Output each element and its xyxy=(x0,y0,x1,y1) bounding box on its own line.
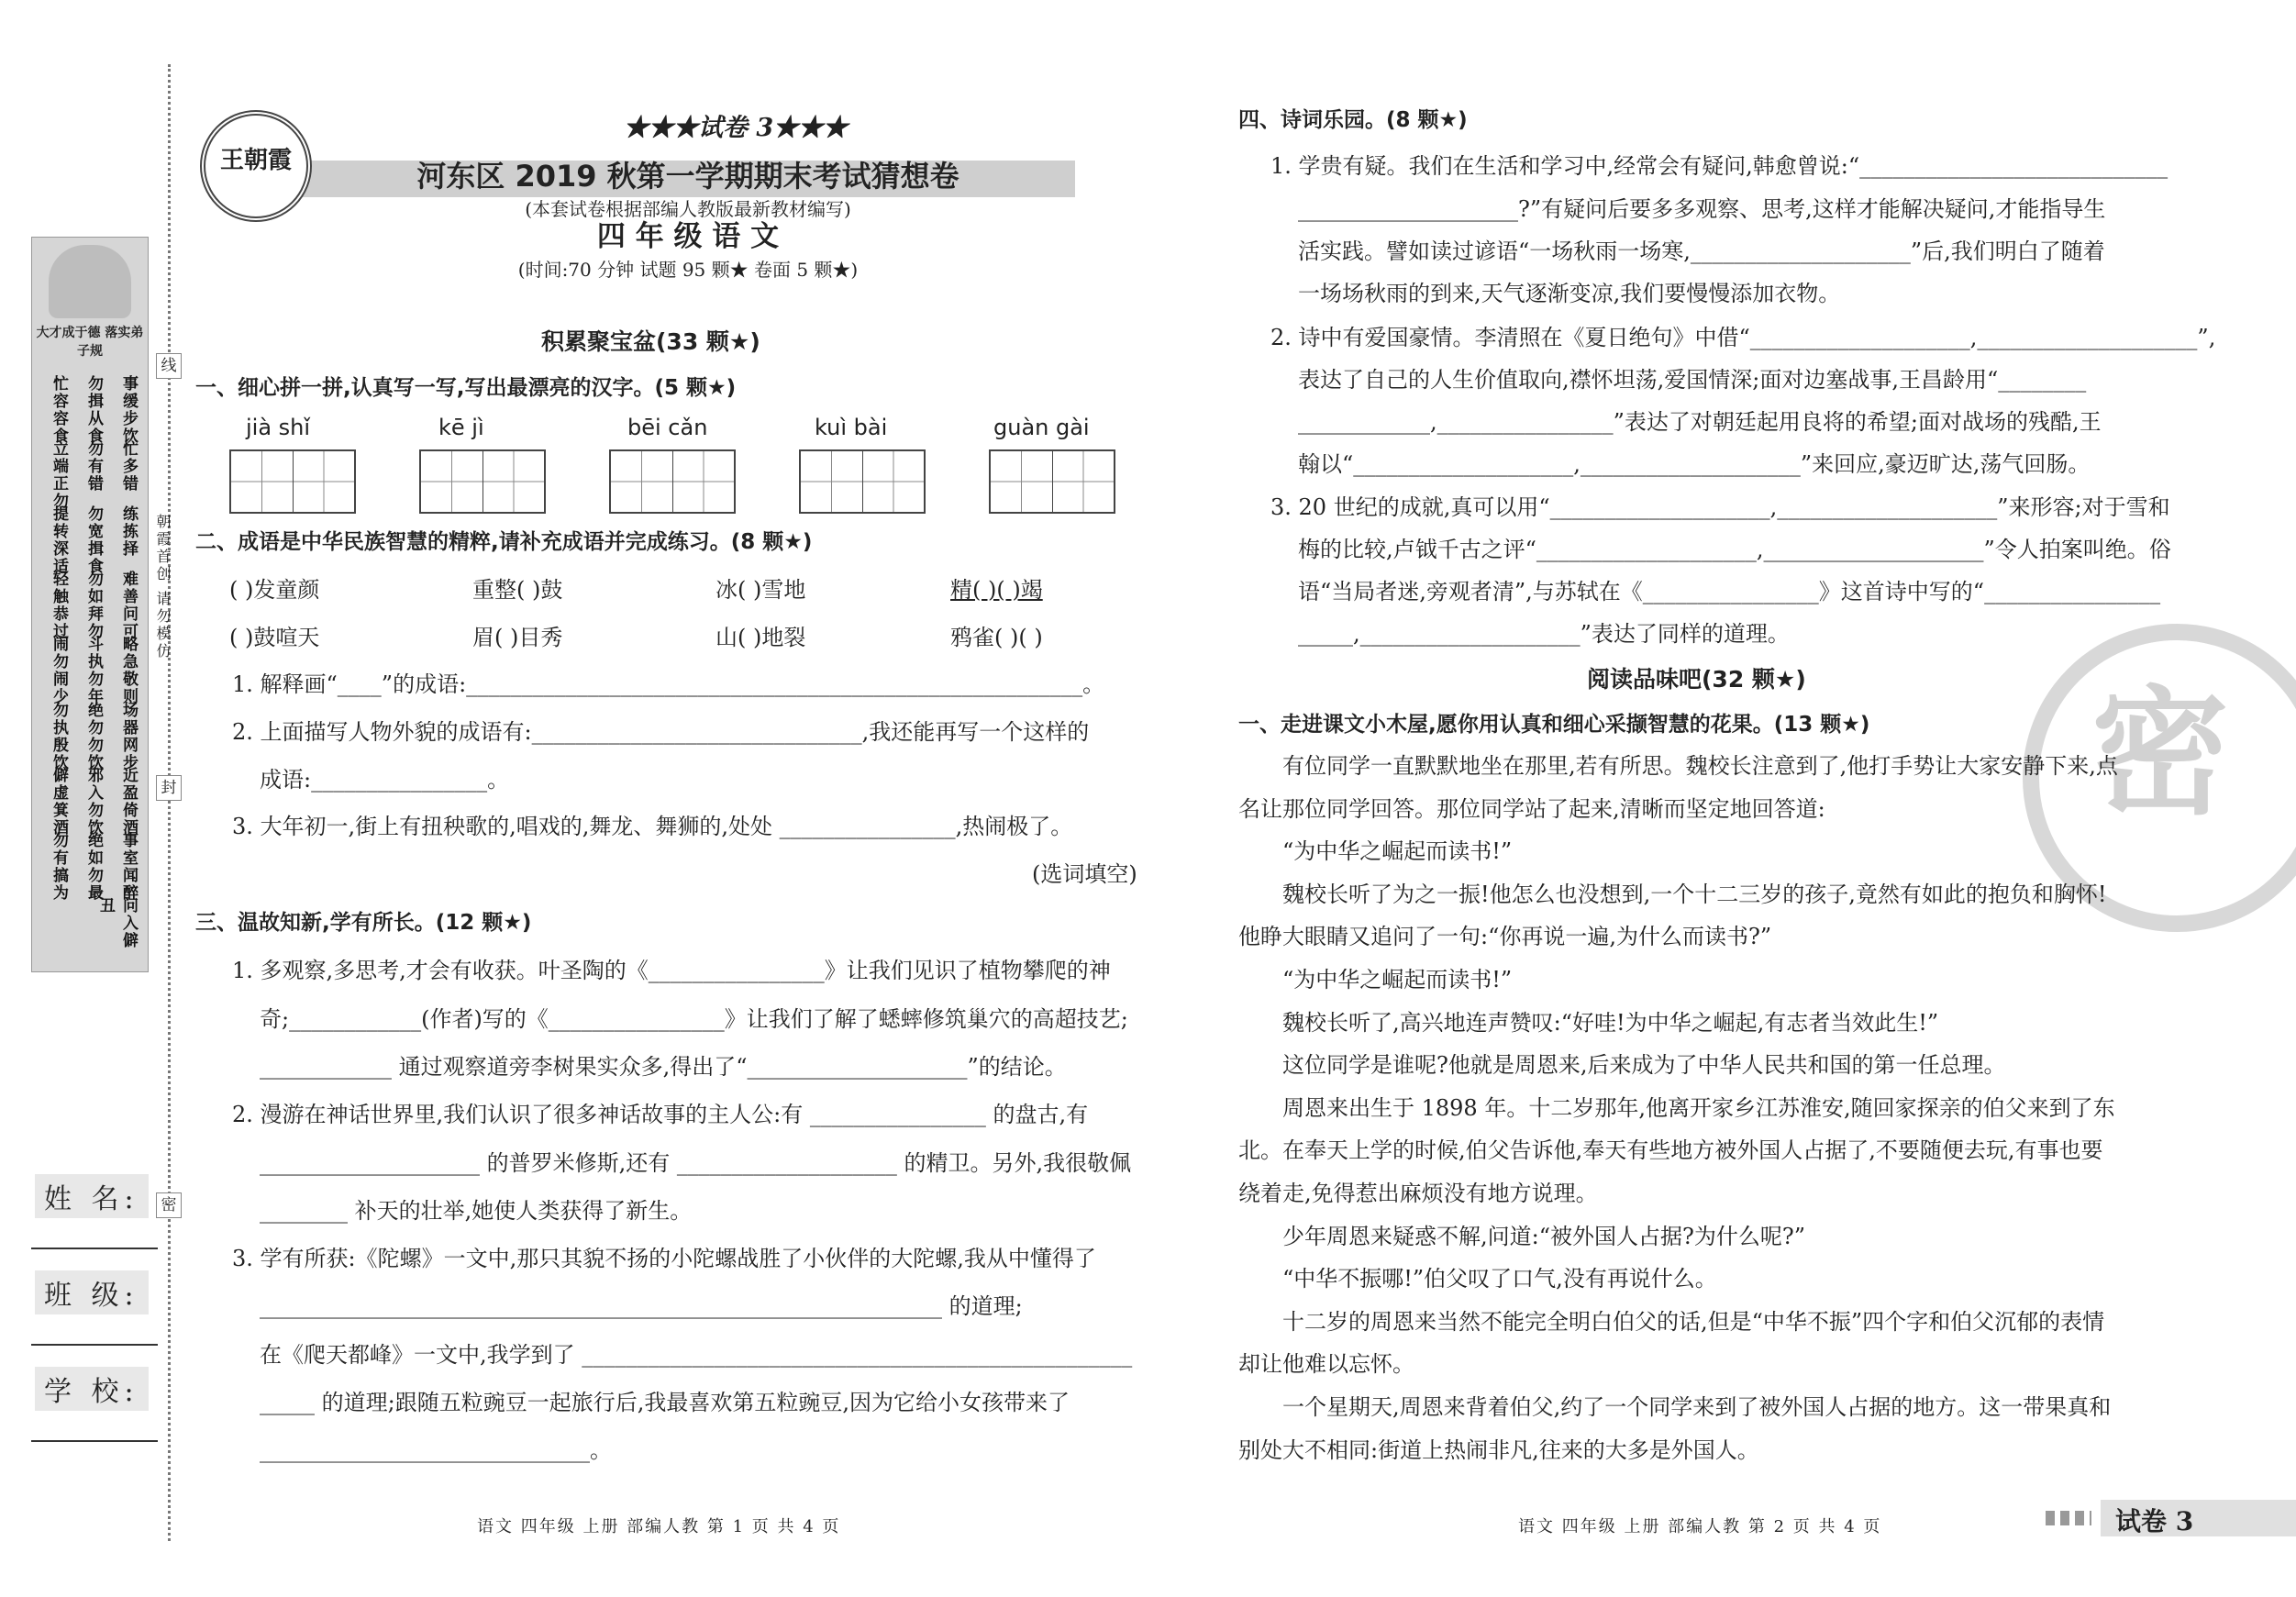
sidebar-rule-column: 绝勿勿饮 xyxy=(84,701,103,771)
q3-3e[interactable]: ______________________________。 xyxy=(260,1437,612,1463)
q2-3-note: (选词填空) xyxy=(1032,861,1137,887)
grade-subject: 四 年 级 语 文 xyxy=(596,220,780,253)
part2-title: 阅读品味吧(32 颗★) xyxy=(1587,666,1806,693)
school-label: 学 校: xyxy=(35,1367,149,1411)
sidebar-rule-column: 略急敬则 xyxy=(119,636,138,706)
writing-box-3[interactable] xyxy=(609,449,736,514)
pinyin-1: jià shǐ xyxy=(246,415,311,440)
pinyin-5: guàn gài xyxy=(993,415,1090,440)
idiom-1[interactable]: ( )发童颜 xyxy=(229,577,320,603)
q3-1a[interactable]: 1. 多观察,多思考,才会有收获。叶圣陶的《________________》让我们见识了植物攀爬的神 xyxy=(232,958,1111,983)
writing-box-5[interactable] xyxy=(989,449,1115,514)
idiom-5[interactable]: ( )鼓喧天 xyxy=(229,625,320,650)
class-label: 班 级: xyxy=(35,1270,149,1314)
passage-line: 名让那位同学回答。那位同学站了起来,清晰而坚定地回答道: xyxy=(1238,795,1825,822)
class-field-line[interactable] xyxy=(31,1344,158,1346)
idiom-7[interactable]: 山( )地裂 xyxy=(715,625,806,650)
sidebar-rule-column: 提转深适 xyxy=(50,505,68,576)
passage-line: 他睁大眼睛又追问了一句:“你再说一遍,为什么而读书?” xyxy=(1238,924,1772,950)
q3-3c[interactable]: 在《爬天都峰》一文中,我学到了 __________________________________________________ xyxy=(260,1342,1133,1368)
sidebar-rule-column: 斗执勿年 xyxy=(84,636,103,706)
q3-3a[interactable]: 3. 学有所获:《陀螺》一文中,那只其貌不扬的小陀螺战胜了小伙伴的大陀螺,我从中懂得了 xyxy=(232,1246,1096,1271)
passage-line: 有位同学一直默默地坐在那里,若有所思。魏校长注意到了,他打手势让大家安静下来,点 xyxy=(1282,753,2118,779)
sidebar-motto: 大才成于德 落实弟子规 xyxy=(36,326,144,359)
rules-sidebar xyxy=(31,237,149,972)
idiom-2[interactable]: 重整( )鼓 xyxy=(472,577,563,603)
passage-line: 少年周恩来疑惑不解,问道:“被外国人占据?为什么呢?” xyxy=(1282,1223,1805,1249)
binding-mark-secret: 密 xyxy=(156,1192,182,1218)
corner-tab-label: 试卷 3 xyxy=(2115,1506,2194,1536)
sidebar-rule-column: 勿揖从食 xyxy=(84,375,103,445)
binding-mark-line: 线 xyxy=(156,353,182,379)
q2-3[interactable]: 3. 大年初一,街上有扭秧歌的,唱戏的,舞龙、舞狮的,处处 ________________,热闹极了。 xyxy=(232,814,1073,839)
exam-subtitle: (本套试卷根据部编人教版最新教材编写) xyxy=(525,198,851,220)
sidebar-rule-column: 僻虚箕酒 xyxy=(50,766,68,837)
sidebar-rule-column: 绝如勿最 xyxy=(84,831,103,902)
passage-line: “为中华之崛起而读书!” xyxy=(1282,967,1513,993)
sidebar-rule-column: 勿执殷饮 xyxy=(50,701,68,771)
right-page-footer: 语文 四年级 上册 部编人教 第 2 页 共 4 页 xyxy=(1518,1517,1882,1536)
passage-line: “中华不振哪!”伯父叹了口气,没有再说什么。 xyxy=(1282,1266,1717,1292)
sidebar-rule-column: 难善问可 xyxy=(119,571,138,641)
q4-1b[interactable]: ____________________?”有疑问后要多多观察、思考,这样才能解决疑问,才能指导生 xyxy=(1298,196,2106,222)
q3-1c[interactable]: ____________ 通过观察道旁李树果实众多,得出了“____________________”的结论。 xyxy=(260,1054,1067,1080)
q4-2b[interactable]: 表达了自己的人生价值取向,襟怀坦荡,爱国情深;面对边塞战事,王昌龄用“________ xyxy=(1298,367,2087,393)
sidebar-rule-column: 勿如拜勿 xyxy=(84,571,103,641)
q4-1d: 一场场秋雨的到来,天气逐渐变凉,我们要慢慢添加衣物。 xyxy=(1298,281,1841,306)
sidebar-rule-column: 闹勿闹少 xyxy=(50,636,68,706)
q3-title: 三、温故知新,学有所长。(12 颗★) xyxy=(195,911,532,935)
sidebar-rule-column: 立端正勿 xyxy=(50,440,68,511)
school-field-line[interactable] xyxy=(31,1440,158,1442)
exam-meta: (时间:70 分钟 试题 95 颗★ 卷面 5 颗★) xyxy=(517,259,859,281)
q4-1a[interactable]: 1. 学贵有疑。我们在生活和学习中,经常会有疑问,韩愈曾说:“____________________________ xyxy=(1270,153,2168,179)
sidebar-rule-column: 事缓步饮 xyxy=(119,375,138,445)
q2-1[interactable]: 1. 解释画“____”的成语:________________________________________________________。 xyxy=(232,671,1105,697)
q4-title: 四、诗词乐园。(8 颗★) xyxy=(1238,108,1468,132)
idiom-8[interactable]: 鸦雀( )( ) xyxy=(950,625,1043,650)
exam-title: 河东区 2019 秋第一学期期末考试猜想卷 xyxy=(416,159,959,194)
q4-3c[interactable]: 语“当局者迷,旁观者清”,与苏轼在《________________》这首诗中写的“________________ xyxy=(1298,579,2161,604)
q2-title: 二、成语是中华民族智慧的精粹,请补充成语并完成练习。(8 颗★) xyxy=(195,530,813,554)
passage-line: “为中华之崛起而读书!” xyxy=(1282,838,1513,865)
q3-2c[interactable]: ________ 补天的壮举,她使人类获得了新生。 xyxy=(260,1198,693,1224)
passage-line: 魏校长听了为之一振!他怎么也没想到,一个十二三岁的孩子,竟然有如此的抱负和胸怀! xyxy=(1282,881,2107,907)
q1-title: 一、细心拼一拼,认真写一写,写出最漂亮的汉字。(5 颗★) xyxy=(195,376,737,400)
q4-2d[interactable]: 翰以“____________________,____________________”来回应,豪迈旷达,荡气回肠。 xyxy=(1298,451,2091,477)
passage-line: 这位同学是谁呢?他就是周恩来,后来成为了中华人民共和国的第一任总理。 xyxy=(1282,1052,2006,1079)
sidebar-rule-column: 勿有搞为 xyxy=(50,831,68,902)
watermark-seal-char: 密 xyxy=(2091,674,2229,834)
left-page-footer: 语文 四年级 上册 部编人教 第 1 页 共 4 页 xyxy=(477,1517,841,1536)
q2-2b[interactable]: 成语:________________。 xyxy=(260,767,510,793)
sidebar-rule-column: 练拣择 xyxy=(119,505,138,559)
sidebar-rule-column: 忙容容食 xyxy=(50,375,68,445)
sidebar-rule-column: 近盈倚酒 xyxy=(119,766,138,837)
q4-3b[interactable]: 梅的比较,卢钺千古之评“____________________,____________________”令人拍案叫绝。俗 xyxy=(1298,537,2171,562)
sidebar-rule-column: 问入僻丑 xyxy=(96,896,138,949)
part1-title: 积累聚宝盆(33 颗★) xyxy=(541,328,760,355)
idiom-3[interactable]: 冰( )雪地 xyxy=(715,577,806,603)
corner-tab xyxy=(2101,1500,2296,1536)
passage-line: 却让他难以忘怀。 xyxy=(1238,1351,1414,1378)
sidebar-rules-columns xyxy=(36,375,144,962)
passage-line: 周恩来出生于 1898 年。十二岁那年,他离开家乡江苏淮安,随回家探亲的伯父来到了东 xyxy=(1282,1094,2115,1121)
sidebar-rule-column: 事室闻醉 xyxy=(119,831,138,902)
writing-box-2[interactable] xyxy=(419,449,546,514)
pinyin-4: kuì bài xyxy=(815,415,888,440)
passage-line: 一个星期天,周恩来背着伯父,约了一个同学来到了被外国人占据的地方。这一带果真和 xyxy=(1282,1394,2112,1420)
name-label: 姓 名: xyxy=(35,1174,149,1218)
sidebar-rule-column: 勿有错 xyxy=(84,440,103,494)
writing-box-1[interactable] xyxy=(229,449,356,514)
q4-2a[interactable]: 2. 诗中有爱国豪情。李清照在《夏日绝句》中借“____________________,____________________”, xyxy=(1270,325,2216,350)
writing-box-4[interactable] xyxy=(799,449,926,514)
passage-line: 绕着走,免得惹出麻烦没有地方说理。 xyxy=(1238,1181,1598,1206)
corner-tab-dots xyxy=(2046,1511,2091,1525)
idiom-6[interactable]: 眉( )目秀 xyxy=(472,625,563,650)
q4-1c[interactable]: 活实践。譬如读过谚语“一场秋雨一场寒,____________________”后,我们明白了随着 xyxy=(1298,238,2105,264)
binding-mark-seal: 封 xyxy=(156,775,182,801)
q4-3d[interactable]: _____,____________________”表达了同样的道理。 xyxy=(1298,621,1790,647)
q3-2a[interactable]: 2. 漫游在神话世界里,我们认识了很多神话故事的主人公:有 ________________ 的盘古,有 xyxy=(232,1102,1089,1127)
q4-2c[interactable]: ____________,________________”表达了对朝廷起用良将的希望;面对战场的残酷,王 xyxy=(1298,409,2102,435)
q3-3d[interactable]: _____ 的道理;跟随五粒豌豆一起旅行后,我最喜欢第五粒豌豆,因为它给小女孩带来了 xyxy=(260,1390,1070,1415)
q3-1b[interactable]: 奇;____________(作者)写的《________________》让我们了解了蟋蟀修筑巢穴的高超技艺; xyxy=(260,1006,1128,1032)
passage-line: 别处大不相同:街道上热闹非凡,往来的大多是外国人。 xyxy=(1238,1436,1759,1463)
idiom-4[interactable]: 精( )( )竭 xyxy=(950,577,1043,603)
sidebar-rule-column: 勿宽揖食 xyxy=(84,505,103,576)
sidebar-rule-column: 场器网步 xyxy=(119,701,138,771)
q4-3a[interactable]: 3. 20 世纪的成就,真可以用“____________________,____________________”来形容;对于雪和 xyxy=(1270,494,2170,520)
logo-text: 王朝霞 xyxy=(219,147,292,174)
sidebar-rule-column: 忙多错 xyxy=(119,440,138,494)
pinyin-2: kē jì xyxy=(438,415,484,440)
passage-line: 十二岁的周恩来当然不能完全明白伯父的话,但是“中华不振”四个字和伯父沉郁的表情 xyxy=(1282,1308,2105,1335)
r1-title: 一、走进课文小木屋,愿你用认真和细心采撷智慧的花果。(13 颗★) xyxy=(1238,713,1870,737)
sidebar-rule-column: 轻触恭过 xyxy=(50,571,68,641)
q3-2b[interactable]: ____________________ 的普罗米修斯,还有 ____________________ 的精卫。另外,我很敬佩 xyxy=(260,1150,1132,1176)
q3-3b[interactable]: ______________________________________________________________ 的道理; xyxy=(260,1293,1023,1319)
copyright-vertical-note: 朝霞首创 请勿模仿 xyxy=(154,514,172,661)
passage-line: 魏校长听了,高兴地连声赞叹:“好哇!为中华之崛起,有志者当效此生!” xyxy=(1282,1009,1939,1036)
sidebar-rule-column: 邪入勿饮 xyxy=(84,766,103,837)
pinyin-3: bēi cǎn xyxy=(627,415,708,440)
q2-2a[interactable]: 2. 上面描写人物外貌的成语有:______________________________,我还能再写一个这样的 xyxy=(232,719,1090,745)
name-field-line[interactable] xyxy=(31,1248,158,1249)
paper-number: ★★★试卷 3★★★ xyxy=(624,114,849,142)
passage-line: 北。在奉天上学的时候,伯父告诉他,奉天有些地方被外国人占据了,不要随便去玩,有事也要 xyxy=(1238,1137,2103,1164)
